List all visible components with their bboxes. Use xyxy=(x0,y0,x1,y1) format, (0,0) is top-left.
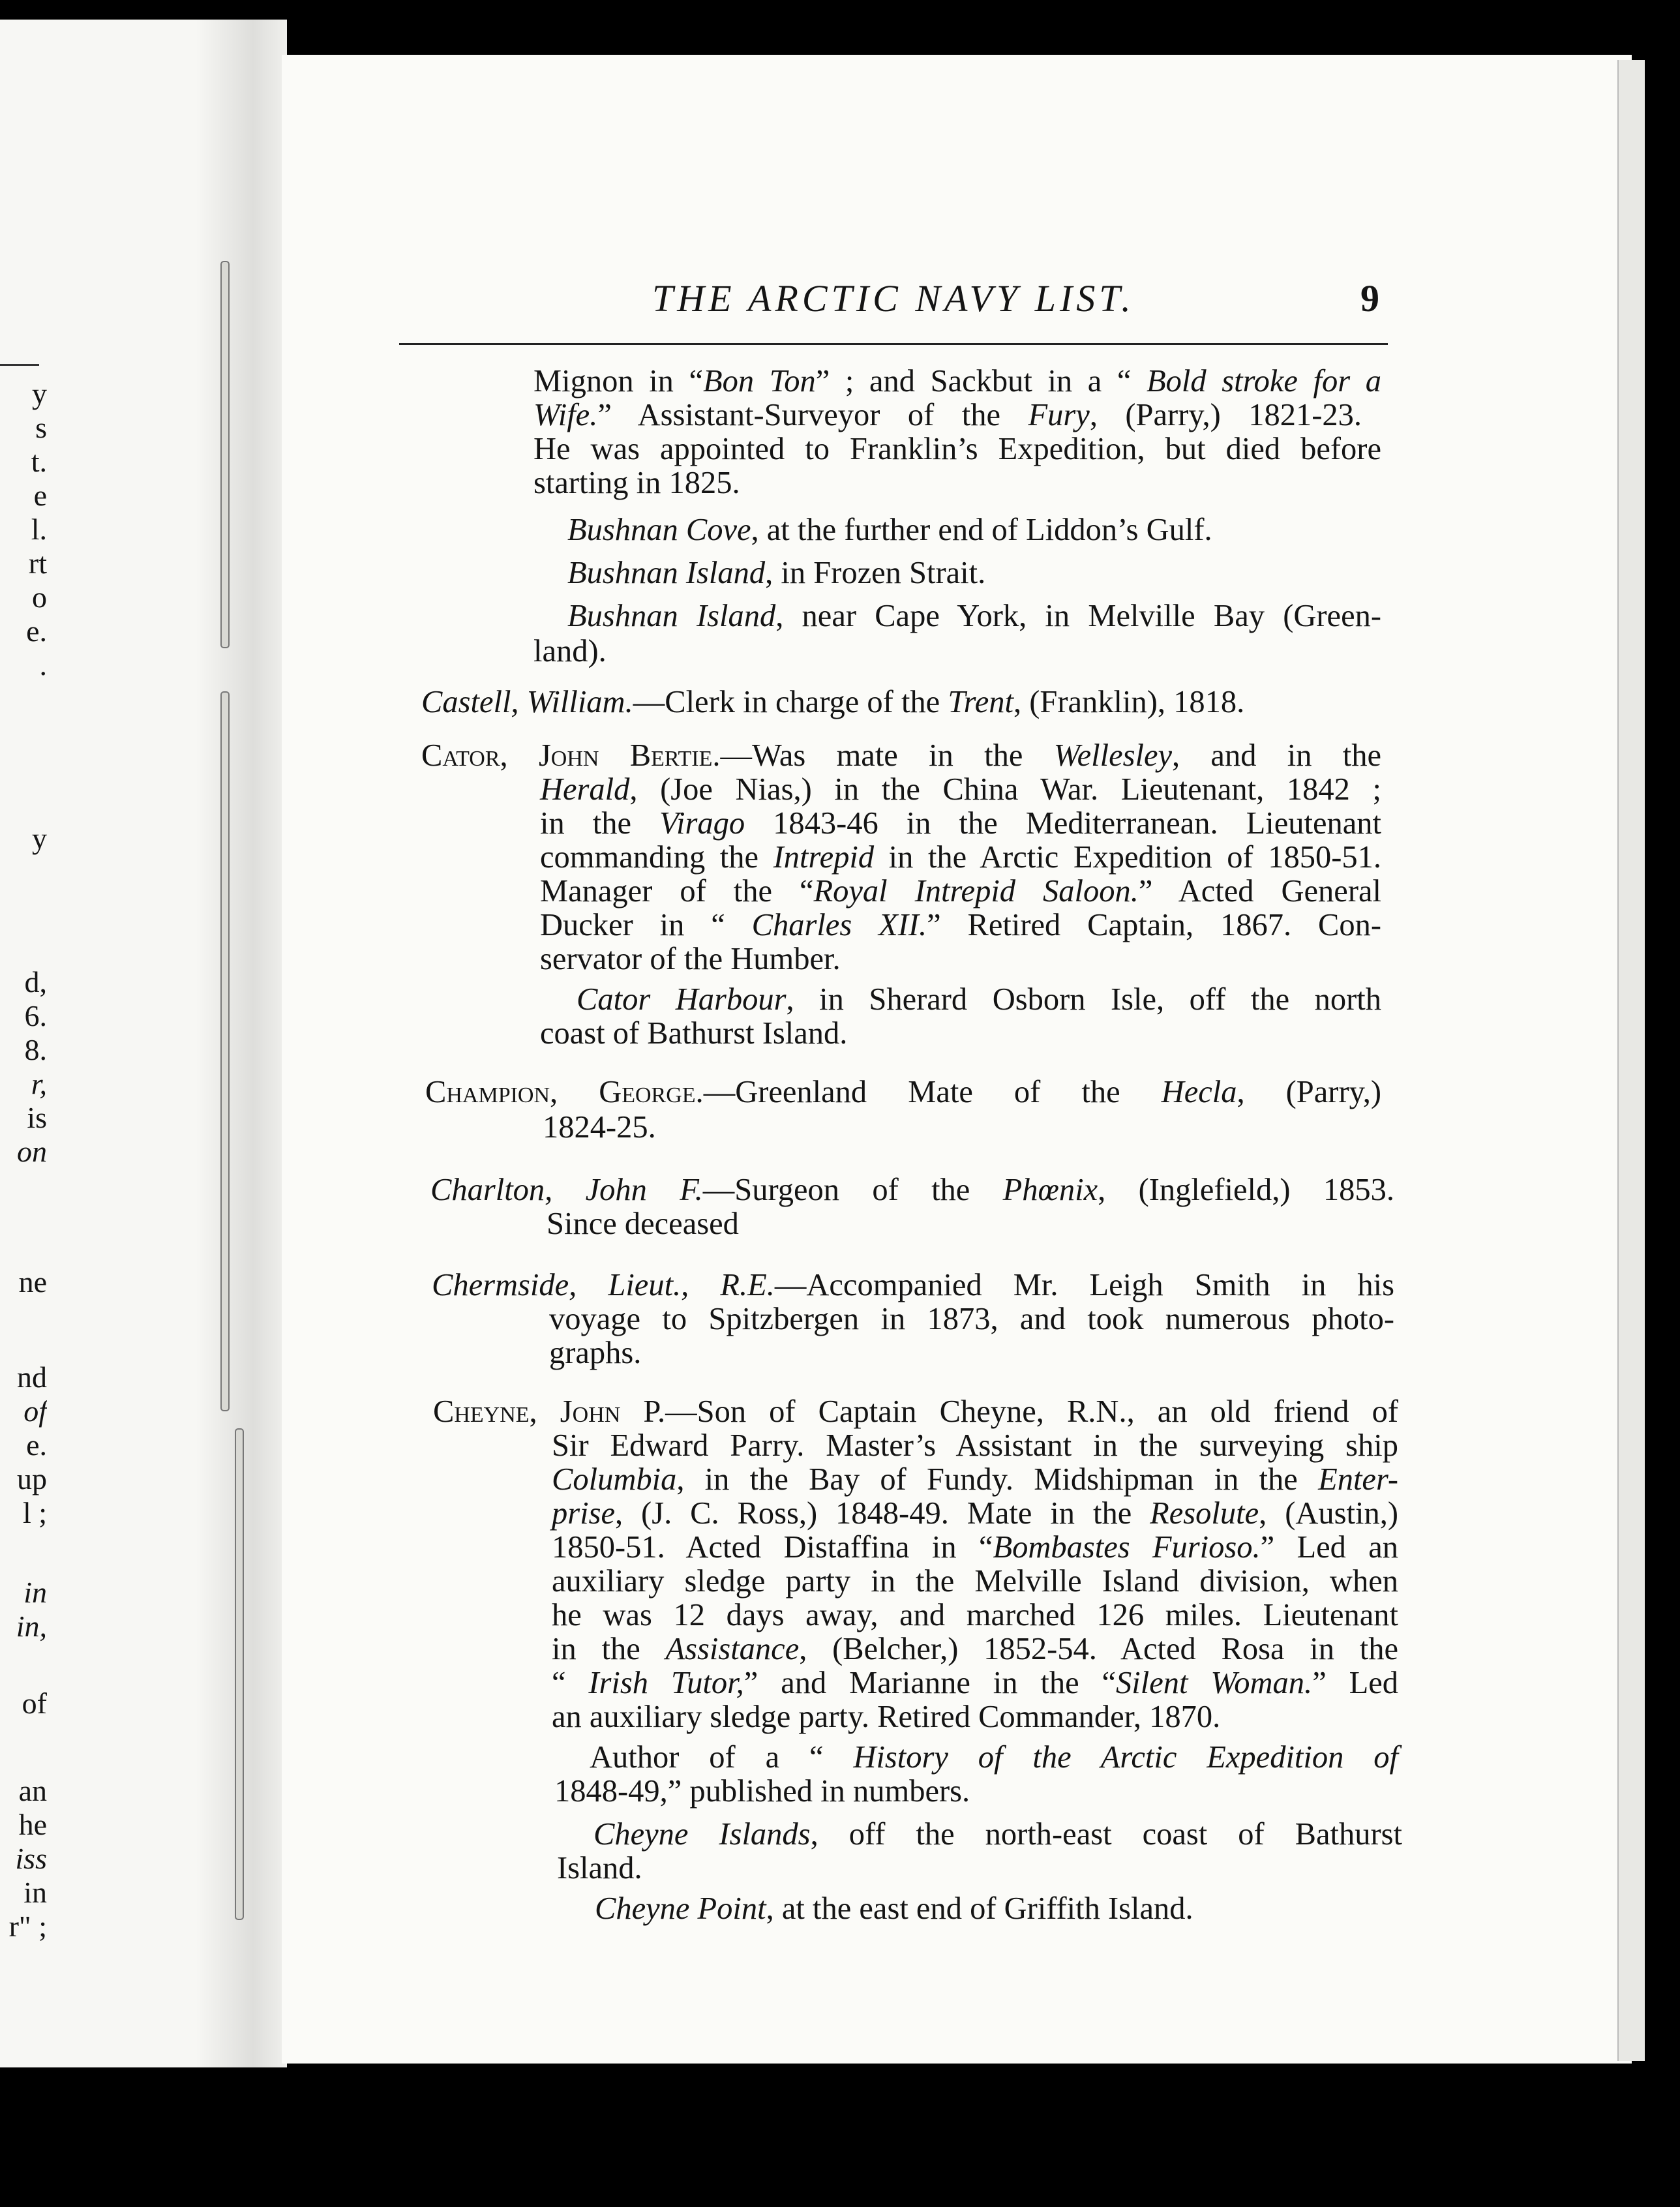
fragment: iss xyxy=(15,1842,47,1875)
entry-line: Since deceased xyxy=(547,1207,739,1241)
entry-line: Columbia, in the Bay of Fundy. Midshipman in the Enter- xyxy=(552,1462,1398,1497)
entry-name: Charlton, xyxy=(430,1173,553,1207)
entry-cheyne: Cheyne, John P.—Son of Captain Cheyne, R.N., an old friend of xyxy=(433,1394,1398,1429)
fragment: s xyxy=(35,411,47,444)
fragment: he xyxy=(18,1808,47,1841)
entry-line: in the Assistance, (Belcher,) 1852-54. Acted Rosa in the xyxy=(552,1632,1398,1666)
entry-cator: Cator, John Bertie.—Was mate in the Wellesley, and in the xyxy=(421,738,1381,773)
fragment: e. xyxy=(26,1428,47,1462)
entry-line: Ducker in “ Charles XII.” Retired Captain, 1867. Con- xyxy=(540,908,1382,942)
fragment: o xyxy=(32,580,47,614)
entry-name: Cheyne, xyxy=(433,1394,537,1429)
fragment: r, xyxy=(31,1067,47,1100)
entry-line: 1848-49,” published in numbers. xyxy=(554,1774,970,1809)
fragment: up xyxy=(17,1462,47,1495)
entry-line: He was appointed to Franklin’s Expedition, but died before xyxy=(533,432,1381,466)
place-name-line: Cheyne Islands, off the north-east coast of Bathurst xyxy=(593,1817,1402,1852)
entry-line: 1850-51. Acted Distaffina in “Bombastes Furioso.” Led an xyxy=(552,1530,1398,1565)
header-rule xyxy=(399,343,1388,345)
fragment: e xyxy=(33,479,47,512)
entry-line: Manager of the “Royal Intrepid Saloon.” Acted General xyxy=(540,874,1381,908)
fragment: of xyxy=(23,1394,47,1428)
entry-name: Chermside, xyxy=(432,1268,577,1302)
fragment: an xyxy=(18,1774,47,1807)
binding-thread xyxy=(235,1428,244,1920)
fragment: in xyxy=(23,1576,47,1609)
fragment: in, xyxy=(16,1610,47,1643)
entry-name: Cator, xyxy=(421,738,508,773)
fragment: in xyxy=(23,1876,47,1909)
entry-line: Author of a “ History of the Arctic Expedition of xyxy=(590,1740,1398,1775)
place-name-line: Bushnan Island, near Cape York, in Melville Bay (Green- xyxy=(567,599,1382,633)
fragment: y xyxy=(32,822,47,855)
page-edge xyxy=(1617,60,1645,2061)
place-name-line: Bushnan Island, in Frozen Strait. xyxy=(567,556,986,590)
place-name-line: Cator Harbour, in Sherard Osborn Isle, off the north xyxy=(577,982,1381,1017)
fragment: of xyxy=(22,1687,47,1720)
entry-line: commanding the Intrepid in the Arctic Expedition of 1850-51. xyxy=(540,840,1381,875)
entry-line: voyage to Spitzbergen in 1873, and took numerous photo- xyxy=(549,1302,1394,1336)
entry-line: starting in 1825. xyxy=(533,466,740,500)
entry-line: auxiliary sledge party in the Melville Island division, when xyxy=(552,1564,1398,1599)
entry-line: Herald, (Joe Nias,) in the China War. Lieutenant, 1842 ; xyxy=(540,772,1381,807)
entry-line: “ Irish Tutor,” and Marianne in the “Silent Woman.” Led xyxy=(552,1666,1398,1700)
page-number: 9 xyxy=(1360,277,1379,320)
place-name-line: Island. xyxy=(557,1851,642,1885)
fragment: nd xyxy=(17,1360,47,1394)
place-name-line: Bushnan Cove, at the further end of Liddon’s Gulf. xyxy=(567,513,1212,547)
fragment: d, xyxy=(24,965,47,998)
place-name-line: land). xyxy=(533,634,607,668)
entry-line: Wife.” Assistant-Surveyor of the Fury, (Parry,) 1821-23. xyxy=(533,398,1362,432)
entry-champion: Champion, George.—Greenland Mate of the Hecla, (Parry,) xyxy=(425,1075,1381,1109)
fragment: r" ; xyxy=(8,1910,47,1943)
binding-thread xyxy=(220,691,230,1411)
fragment: t. xyxy=(31,445,47,478)
place-name-line: coast of Bathurst Island. xyxy=(540,1016,848,1051)
entry-name: Castell, xyxy=(421,685,519,719)
entry-line: servator of the Humber. xyxy=(540,942,841,976)
entry-castell: Castell, William.—Clerk in charge of the Trent, (Franklin), 1818. xyxy=(421,685,1245,719)
fragment: is xyxy=(27,1101,47,1134)
previous-page-header-rule xyxy=(0,364,39,366)
fragment: 6. xyxy=(24,999,47,1032)
entry-line: in the Virago 1843-46 in the Mediterranean. Lieutenant xyxy=(540,806,1381,841)
fragment: 8. xyxy=(24,1033,47,1066)
entry-line: Sir Edward Parry. Master’s Assistant in the surveying ship xyxy=(552,1428,1398,1463)
running-title: THE ARCTIC NAVY LIST. xyxy=(652,277,1135,320)
fragment: on xyxy=(17,1135,47,1168)
entry-charlton: Charlton, John F.—Surgeon of the Phœnix, (Inglefield,) 1853. xyxy=(430,1173,1394,1207)
entry-line: graphs. xyxy=(549,1336,642,1370)
fragment: ne xyxy=(18,1265,47,1299)
entry-line: he was 12 days away, and marched 126 miles. Lieutenant xyxy=(552,1598,1398,1632)
entry-line: an auxiliary sledge party. Retired Commander, 1870. xyxy=(552,1700,1221,1734)
fragment: e. xyxy=(26,614,47,648)
entry-name: Champion, xyxy=(425,1075,558,1109)
binding-thread xyxy=(220,261,230,648)
fragment: . xyxy=(39,648,47,682)
entry-line: prise, (J. C. Ross,) 1848-49. Mate in the Resolute, (Austin,) xyxy=(552,1496,1398,1531)
place-name-line: Cheyne Point, at the east end of Griffith Island. xyxy=(595,1891,1193,1926)
entry-line: Mignon in “Bon Ton” ; and Sackbut in a “ Bold stroke for a xyxy=(533,364,1381,398)
entry-chermside: Chermside, Lieut., R.E.—Accompanied Mr. Leigh Smith in his xyxy=(432,1268,1395,1302)
fragment: l. xyxy=(31,513,47,546)
entry-line: 1824-25. xyxy=(543,1110,656,1145)
fragment: l ; xyxy=(22,1496,47,1529)
fragment: rt xyxy=(28,547,47,580)
fragment: y xyxy=(32,377,47,410)
